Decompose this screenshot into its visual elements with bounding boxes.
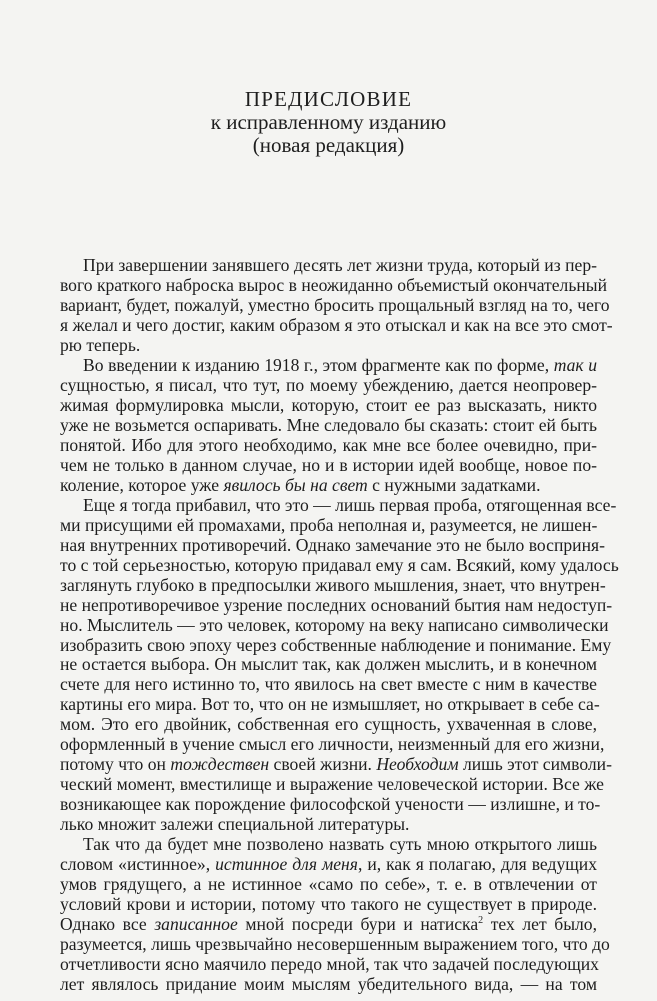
text-line: счете для него истинно то, что явилось на свет вместе с ним в качестве [60, 674, 597, 695]
text-line: ческий момент, вместилище и выражение человеческой истории. Все же [60, 774, 604, 795]
text-line: жимая формулировка мысли, которую, стоит ее раз высказать, никто [60, 394, 597, 415]
text-line: словом «истинное», истинное для меня, и, как я полагаю, для ведущих [60, 854, 597, 875]
text-line: понятой. Ибо для этого необходимо, как мне все более очевидно, при- [60, 434, 597, 455]
text-line: разумеется, лишь чрезвычайно несовершенным выражением того, что до [60, 934, 610, 955]
text-line: Так что да будет мне позволено назвать суть мною открытого лишь [83, 834, 597, 855]
text-line: лет являлось придание моим мыслям убедительного вида, — на том [60, 974, 597, 994]
text-line: лько множит залежи специальной литературы. [60, 814, 410, 835]
text-line: рю теперь. [60, 334, 141, 355]
text-line: то с той серьезностью, которую придавал ему я сам. Всякий, кому удалось [60, 554, 619, 575]
text-line: Во введении к изданию 1918 г., этом фрагменте как по форме, так и [83, 354, 597, 375]
preface-edition-note: (новая редакция) [252, 133, 405, 157]
text-line: картины его мира. Вот то, что он не измышляет, но открывает в себе са- [60, 694, 600, 715]
text-line: мом. Это его двойник, собственная его сущность, ухваченная в слове, [60, 714, 597, 735]
text-line: ми присущими ей промахами, проба неполная и, разумеется, не лишен- [60, 514, 598, 535]
text-line: не остается выбора. Он мыслит так, как должен мыслить, и в конечном [60, 654, 597, 675]
emphasis-text: явилось бы на свет [223, 474, 368, 495]
footnote-marker[interactable]: 2 [478, 915, 484, 927]
text-line: оформленный в учение смысл его личности, неизменный для его жизни, [60, 734, 605, 755]
text-line: сущностью, я писал, что тут, по моему убеждению, дается неопровер- [60, 374, 597, 395]
text-line: отчетливости ясно маячило передо мной, так что задачей последующих [60, 954, 599, 974]
text-line: я желал и чего достиг, каким образом я это отыскал и как на все это смот- [60, 314, 613, 335]
text-line: вариант, будет, пожалуй, уместно бросить прощальный взгляд на то, чего [60, 294, 610, 315]
text-line: вого краткого наброска вырос в неожиданно объемистый окончательный [60, 275, 608, 295]
text-line: Еще я тогда прибавил, что это — лишь первая проба, отягощенная все- [83, 494, 617, 515]
text-line: изобразить свою эпоху через собственные наблюдение и понимание. Ему [60, 634, 612, 655]
text-line: возникающее как порождение философской учености — излишне, и то- [60, 794, 601, 815]
text-line: заглянуть глубоко в предпосылки живого мышления, знает, что внутрен- [60, 574, 606, 595]
text-line: Однако все записанное мной посреди бури и натиска$^2$ тех лет было, [60, 914, 597, 935]
text-line: чем не только в данном случае, но и в истории идей вообще, новое по- [60, 454, 597, 475]
preface-title: ПРЕДИСЛОВИЕ [244, 87, 413, 111]
text-line: ная внутренних противоречий. Однако замечание это не было восприня- [60, 534, 605, 555]
preface-subtitle: к исправленному изданию [210, 110, 447, 134]
text-line: При завершении занявшего десять лет жизни труда, который из пер- [83, 255, 597, 275]
text-line: умов грядущего, а не истинное «само по себе», т. е. в отвлечении от [60, 874, 597, 895]
text-line: потому что он тождествен своей жизни. Необходим лишь этот символи- [60, 754, 612, 775]
text-line: условий крови и истории, потому что такого не существует в природе. [60, 894, 597, 915]
text-line: не непротиворечивое узрение последних оснований бытия нам недоступ- [60, 594, 613, 615]
emphasis-text: истинное для меня [215, 854, 358, 875]
text-line: коление, которое уже явилось бы на свет с нужными задатками. [60, 474, 541, 495]
emphasis-text: записанное [154, 914, 238, 935]
emphasis-text: Необходим [376, 754, 459, 775]
emphasis-text: тождествен [170, 754, 270, 775]
text-line: уже не возьмется оспаривать. Мне следовало бы сказать: стоит ей быть [60, 414, 597, 435]
emphasis-text: так и [553, 354, 597, 375]
text-line: но. Мыслитель — это человек, которому на веку написано символически [60, 614, 609, 635]
